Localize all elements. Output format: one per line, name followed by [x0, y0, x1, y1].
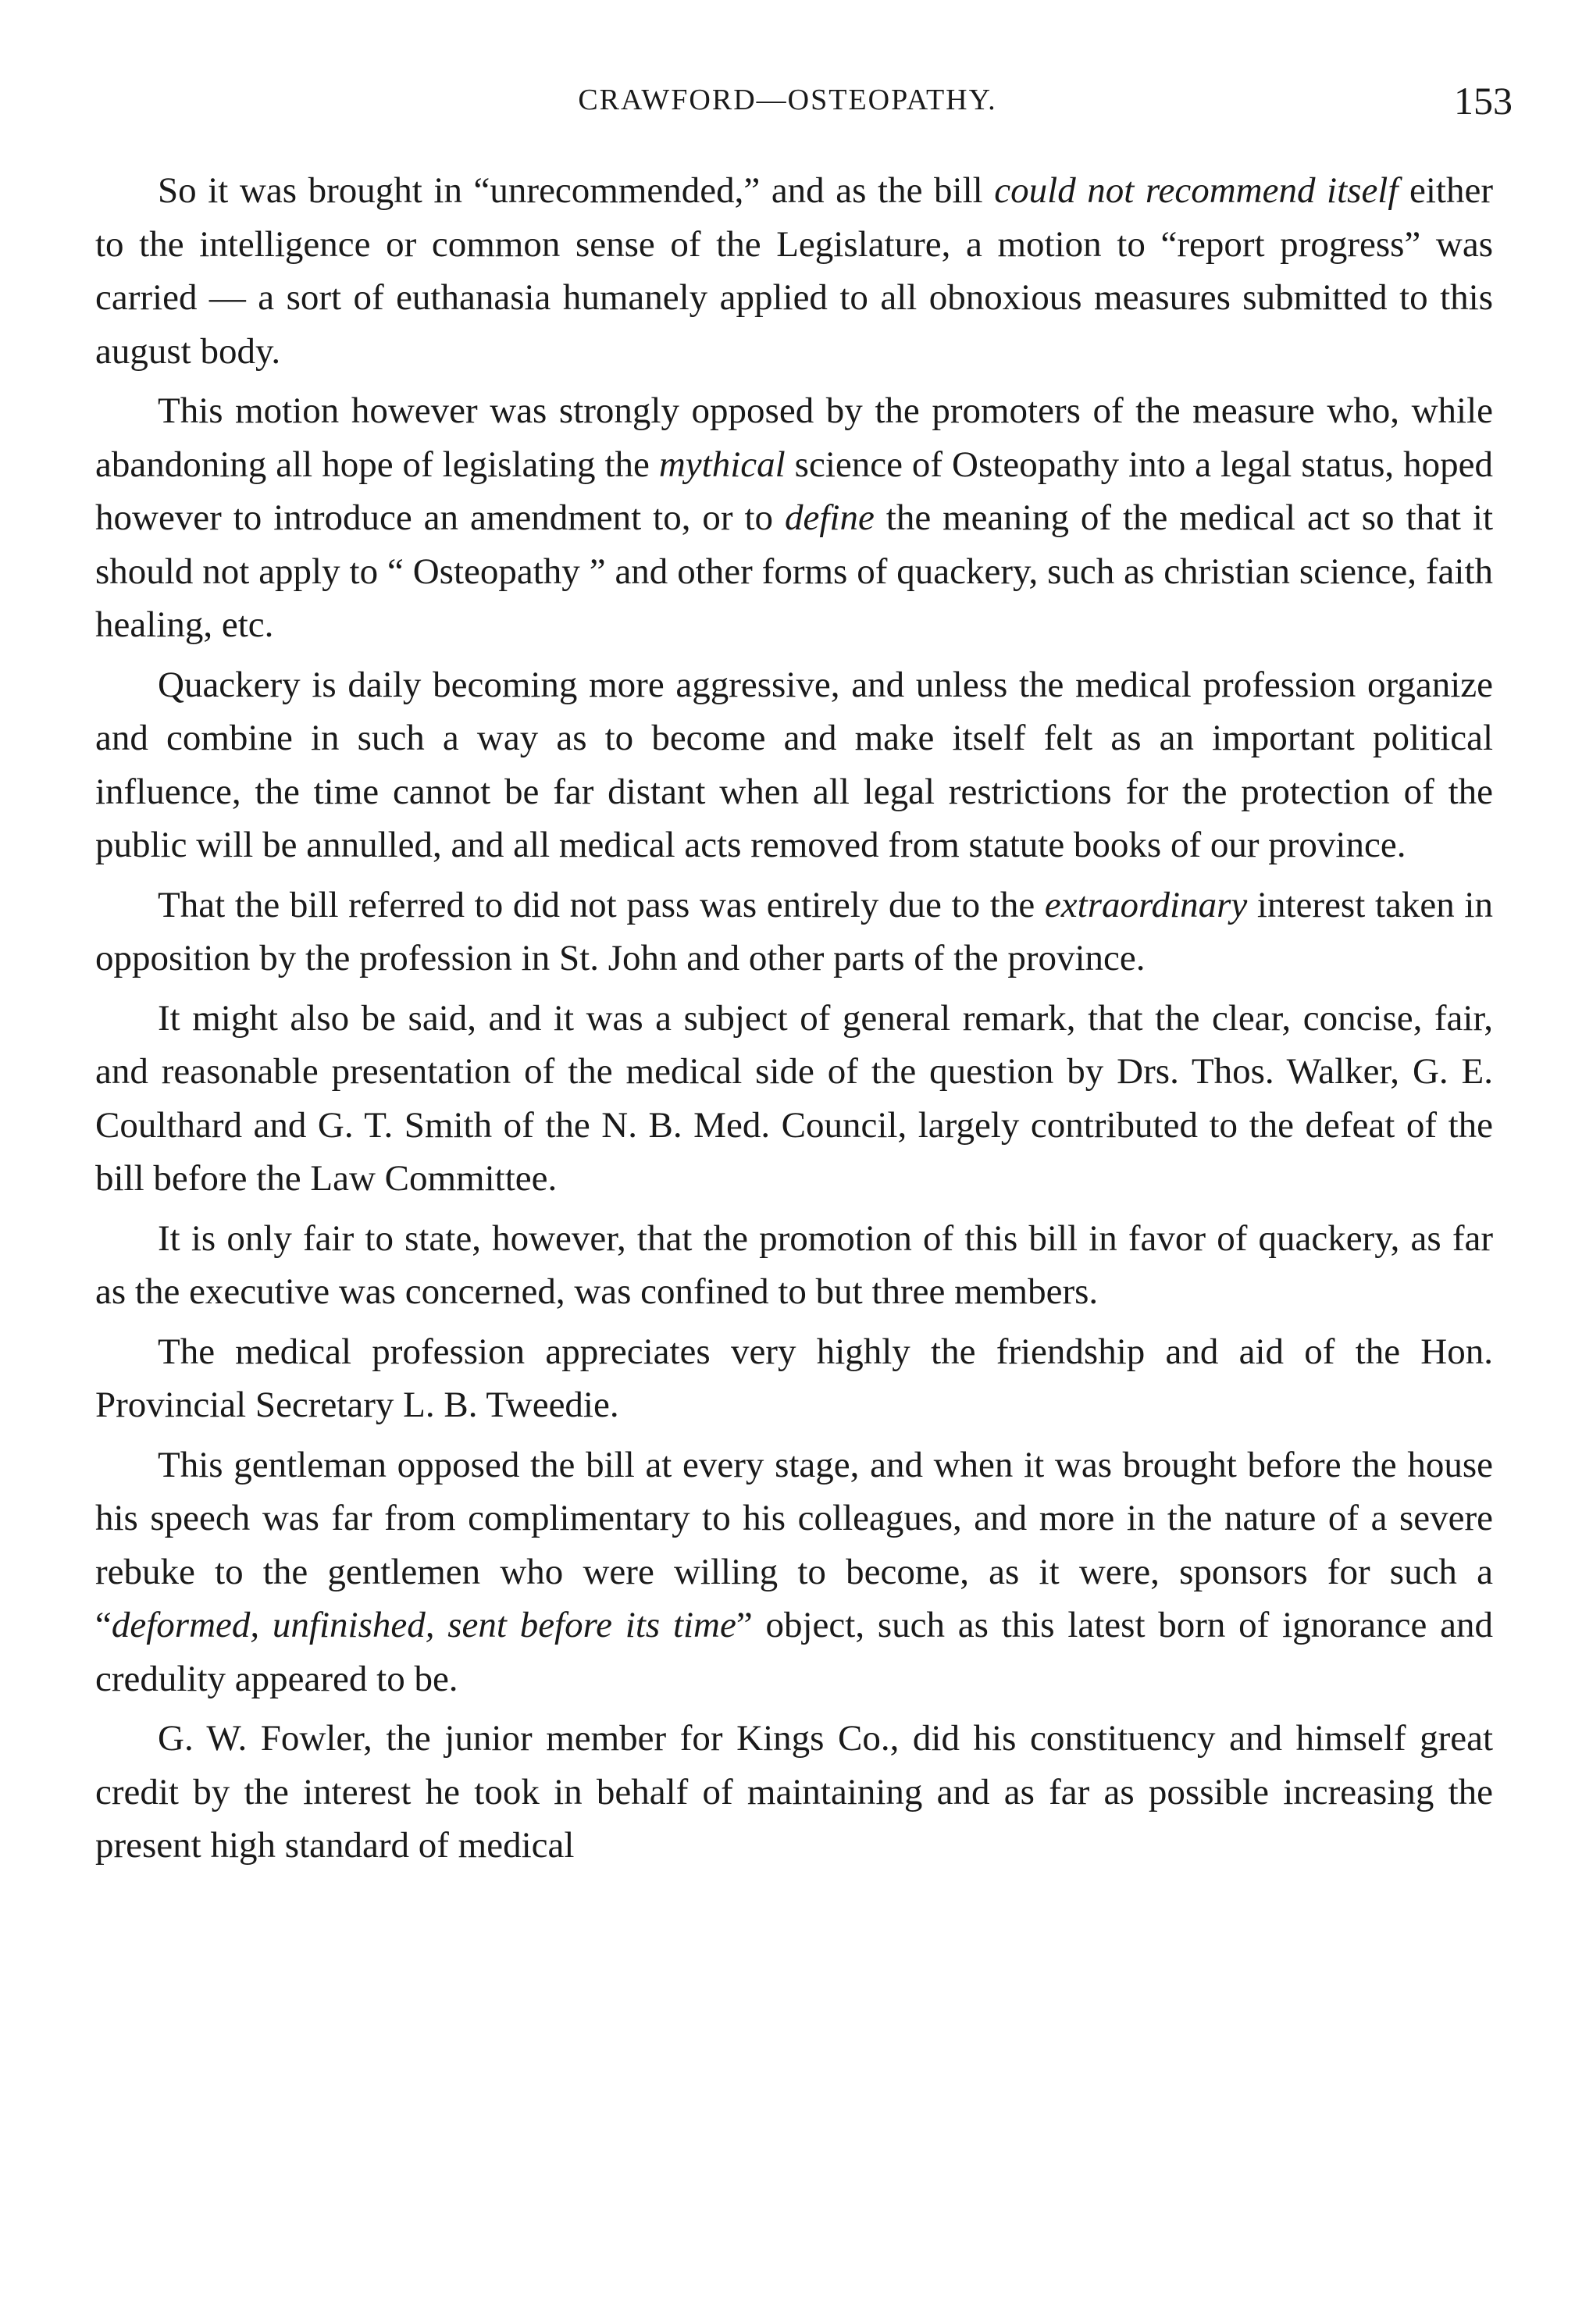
- text-run: Quackery is daily becoming more aggressive, and unless the medical profession organize and combine in such a way as to become and make itself felt as an important political influence, the time cannot be far distant when all legal restrictions for the protection of the public will be annulled, and all medical acts removed from statute books of our province.: [95, 664, 1493, 865]
- text-run: So it was brought in “unrecommended,” and as the bill: [158, 170, 995, 211]
- text-run: the meaning of the medical act so that it should not apply to “ Osteopathy ” and other forms of quackery, such as christian science, faith healing, etc.: [95, 497, 1493, 645]
- italic-text: deformed, unfinished, sent before its time: [111, 1605, 736, 1645]
- text-run: The medical profession appreciates very highly the friendship and aid of the Hon. Provincial Secretary L. B. Tweedie.: [95, 1331, 1493, 1425]
- text-run: It is only fair to state, however, that the promotion of this bill in favor of quackery, as far as the executive was concerned, was confined to but three members.: [95, 1217, 1493, 1312]
- running-head: [0, 78, 1575, 125]
- text-run: either to the intelligence or common sense of the Legislature, a motion to “report progress” was carried — a sort of euthanasia humanely applied to all obnoxious measures submitted to this august body.: [95, 170, 1493, 372]
- running-title: CRAWFORD—OSTEOPATHY.: [578, 84, 997, 116]
- body-text: [95, 164, 1493, 1879]
- italic-text: mythical: [658, 444, 786, 485]
- italic-text: define: [784, 497, 875, 538]
- italic-text: could not recommend itself: [994, 170, 1399, 211]
- italic-text: extraordinary: [1044, 884, 1248, 925]
- paragraph: [95, 658, 1493, 872]
- text-run: science of Osteopathy into a legal status, hoped however to introduce an amendment to, or to: [95, 444, 1493, 538]
- page-number: 153: [1454, 79, 1513, 123]
- text-run: ” object, such as this latest born of ignorance and credulity appeared to be.: [95, 1605, 1493, 1699]
- paragraph: [95, 384, 1493, 652]
- text-run: That the bill referred to did not pass was entirely due to the: [158, 884, 1045, 925]
- paragraph: [95, 1325, 1493, 1432]
- text-run: This gentleman opposed the bill at every stage, and when it was brought before the house his speech was far from complimentary to his colleagues, and more in the nature of a severe rebuke to the gentlemen who were willing to become, as it were, sponsors for such a “: [95, 1444, 1493, 1645]
- paragraph: [95, 1212, 1493, 1319]
- text-run: interest taken in opposition by the profession in St. John and other parts of the province.: [95, 884, 1493, 978]
- paragraph: [95, 164, 1493, 378]
- paragraph: [95, 1438, 1493, 1706]
- paragraph: [95, 992, 1493, 1206]
- paragraph: [95, 1712, 1493, 1873]
- text-run: This motion however was strongly opposed by the promoters of the measure who, while abandoning all hope of legislating the: [95, 390, 1493, 485]
- text-run: G. W. Fowler, the junior member for Kings Co., did his constituency and himself great credit by the interest he took in behalf of maintaining and as far as possible increasing the present high standard of medical: [95, 1718, 1493, 1866]
- paragraph: [95, 879, 1493, 986]
- text-run: It might also be said, and it was a subject of general remark, that the clear, concise, fair, and reasonable presentation of the medical side of the question by Drs. Thos. Walker, G. E. Coulthard and G. T. Smith of the N. B. Med. Council, largely contributed to the defeat of the bill before the Law Committee.: [95, 997, 1493, 1199]
